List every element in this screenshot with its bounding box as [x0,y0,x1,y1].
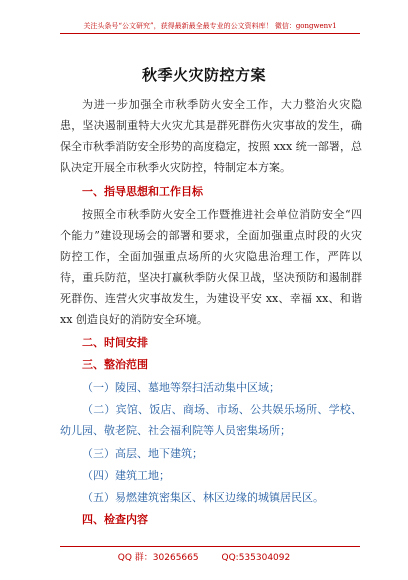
scope-item: （一）陵园、墓地等祭扫活动集中区域； [82,381,280,394]
document-title: 秋季火灾防控方案 [141,66,266,84]
header-banner: 关注头条号“公文研究”，获得最新最全最专业的公文资料库！ 微信：gongwenv1 [60,20,360,34]
guidance-paragraph: 按照全市秋季防火安全工作暨推进社会单位消防安全“四个能力”建设现场会的部署和要求，全面加强重点时段的火灾防控工作，全面加强重点场所的火灾隐患治理工作，严阵以待，重兵防范，坚决打赢秋季防火保卫战，坚决预防和遏制群死群伤、连营火灾事故发生，为建设平安 xx、幸福 xx、和谐 xx 创造良好的消防安全环境。 [60,208,362,326]
scope-item: （二）宾馆、饭店、商场、市场、公共娱乐场所、学校、幼儿园、敬老院、社会福利院等人员密集场所； [60,403,362,437]
scope-item: （五）易燃建筑密集区、林区边缘的城镇居民区。 [82,491,324,504]
scope-item: （四）建筑工地； [82,469,170,482]
footer-contact: QQ 群：30265665 QQ:535304092 [117,553,291,563]
intro-paragraph: 为进一步加强全市秋季防火安全工作，大力整治火灾隐患，坚决遏制重特大火灾尤其是群死群伤火灾事故的发生，确保全市秋季消防安全形势的高度稳定，按照 xxx 统一部署，总队决定开展全市秋季火灾防控，特制定本方案。 [60,98,362,174]
scope-item: （三）高层、地下建筑； [82,447,203,460]
footer-divider [60,546,360,547]
section-heading-scope: 三、整治范围 [82,358,148,371]
section-heading-inspection: 四、检查内容 [82,513,148,526]
section-heading-guidance: 一、指导思想和工作目标 [82,185,203,198]
section-heading-schedule: 二、时间安排 [82,336,148,349]
